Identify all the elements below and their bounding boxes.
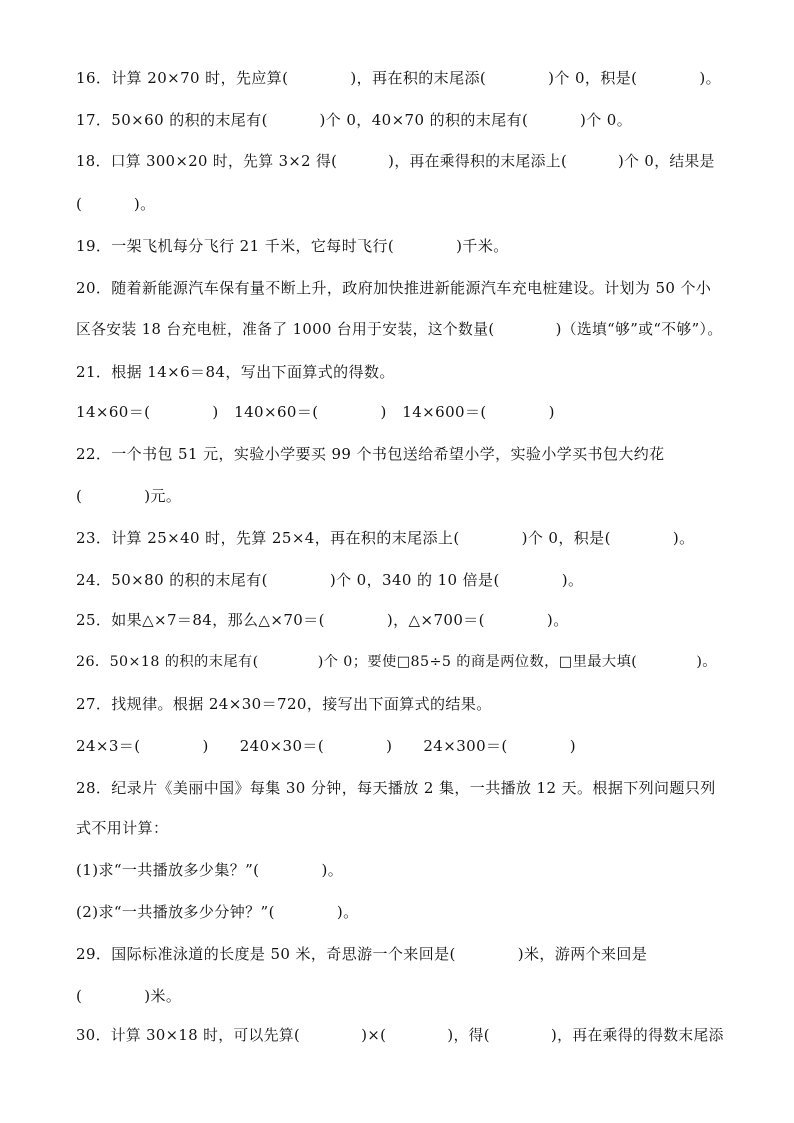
question-29-line: 29．国际标准泳道的长度是 50 米，奇思游一个来回是( )米，游两个来回是 [76,945,648,963]
question-19-line: 19．一架飞机每分飞行 21 千米，它每时飞行( )千米。 [76,237,509,255]
question-22-continuation: ( )元。 [76,487,182,505]
question-28-continuation: 式不用计算： [76,819,169,837]
question-29-continuation: ( )米。 [76,987,182,1005]
question-28-part-2: (2)求“一共播放多少分钟？”( )。 [76,903,359,921]
question-30-line: 30．计算 30×18 时，可以先算( )×( )，得( )，再在乘得的得数末尾添 [76,1027,724,1044]
question-18-continuation: ( )。 [76,195,156,213]
question-20-continuation: 区各安装 18 台充电桩，准备了 1000 台用于安装，这个数量( )（选填“够”或“不够”）。 [76,321,723,338]
question-21-line: 21．根据 14×6＝84，写出下面算式的得数。 [76,363,395,381]
question-21-expressions: 14×60＝( ) 140×60＝( ) 14×600＝( ) [76,403,555,421]
question-20-line: 20．随着新能源汽车保有量不断上升，政府加快推进新能源汽车充电桩建设。计划为 50 个小 [76,279,712,297]
question-27-line: 27．找规律。根据 24×30＝720，接写出下面算式的结果。 [76,695,492,713]
question-26-line: 26．50×18 的积的末尾有( )个 0；要使□85÷5 的商是两位数，□里最大填( )。 [76,654,717,670]
question-27-expressions: 24×3＝( ) 240×30＝( ) 24×300＝( ) [76,737,576,755]
question-25-line: 25．如果△×7＝84，那么△×70＝( )，△×700＝( )。 [76,611,569,629]
question-28-line: 28．纪录片《美丽中国》每集 30 分钟，每天播放 2 集，一共播放 12 天。根据下列问题只列 [76,779,716,797]
question-17-line: 17．50×60 的积的末尾有( )个 0，40×70 的积的末尾有( )个 0。 [76,111,633,129]
question-23-line: 23．计算 25×40 时，先算 25×4，再在积的末尾添上( )个 0，积是( )。 [76,529,695,547]
question-16-line: 16．计算 20×70 时，先应算( )，再在积的末尾添( )个 0，积是( )。 [76,69,722,87]
question-18-line: 18．口算 300×20 时，先算 3×2 得( )，再在乘得积的末尾添上( )个 0，结果是 [76,153,715,170]
question-22-line: 22．一个书包 51 元，实验小学要买 99 个书包送给希望小学，实验小学买书包大约花 [76,445,665,463]
question-28-part-1: (1)求“一共播放多少集？”( )。 [76,861,344,879]
question-24-line: 24．50×80 的积的末尾有( )个 0，340 的 10 倍是( )。 [76,571,584,589]
